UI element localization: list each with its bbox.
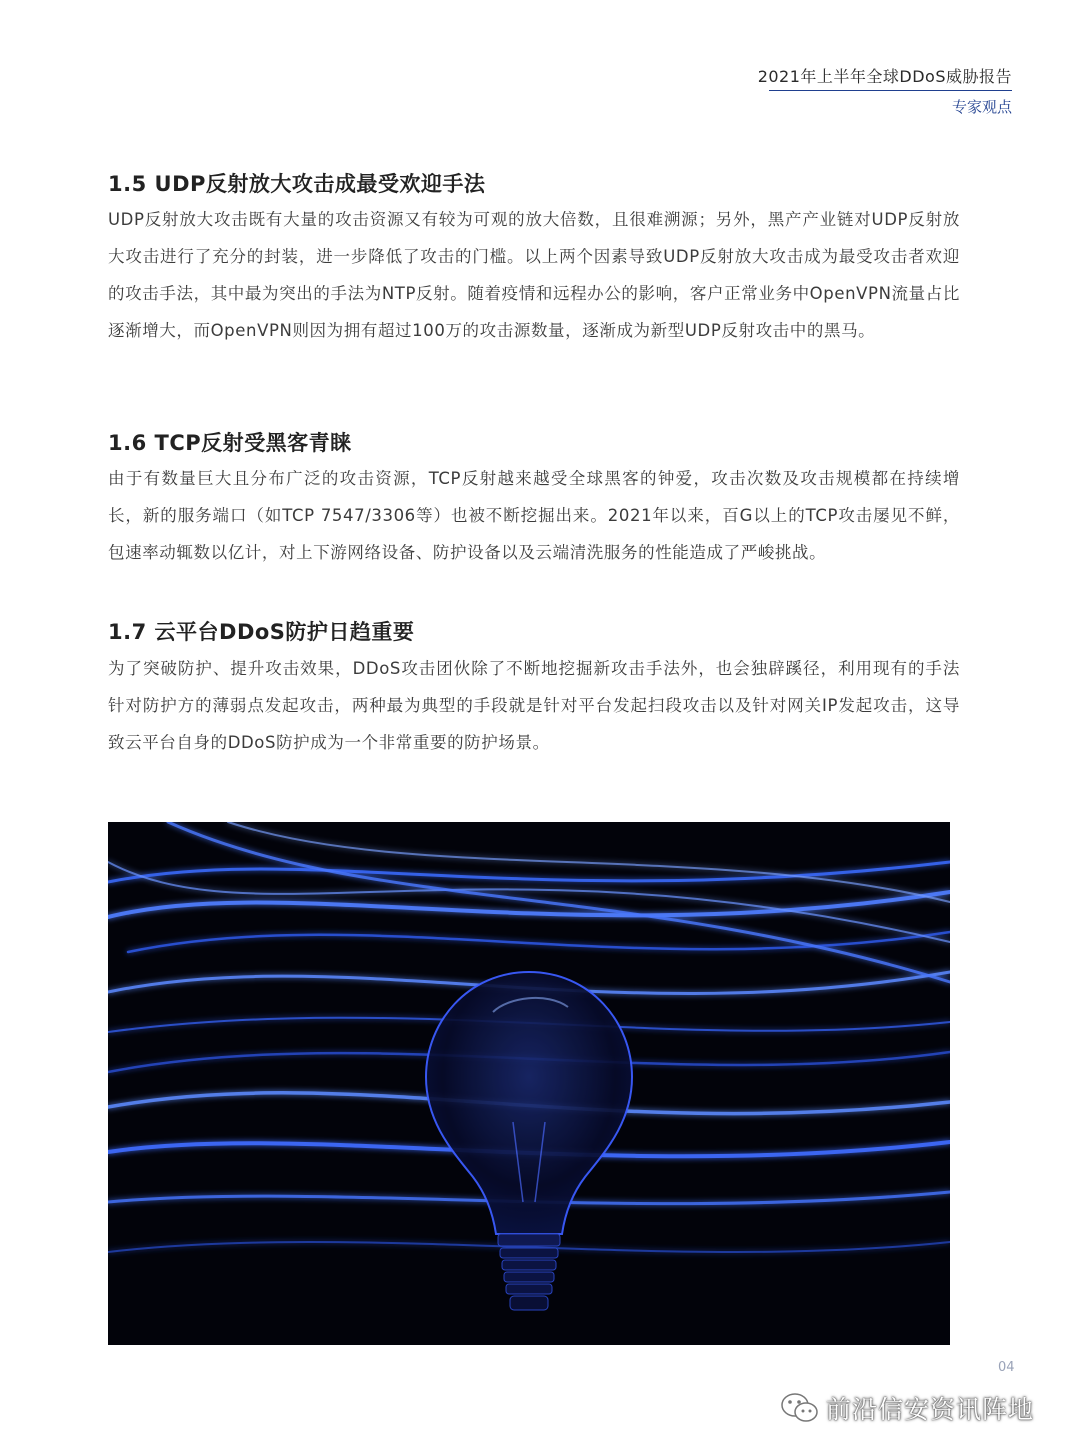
section-heading-1-6: 1.6 TCP反射受黑客青睐 [108, 431, 352, 455]
section-heading-1-7: 1.7 云平台DDoS防护日趋重要 [108, 620, 415, 644]
header-divider [769, 90, 1012, 91]
section-body-1-7: 为了突破防护、提升攻击效果，DDoS攻击团伙除了不断地挖掘新攻击手法外，也会独辟蹊径，利用现有的手法针对防护方的薄弱点发起攻击，两种最为典型的手段就是针对平台发起扫段攻击以及针对网关IP发起攻击，这导致云平台自身的DDoS防护成为一个非常重要的防护场景。 [108, 659, 960, 752]
page-number: 04 [998, 1360, 1015, 1375]
section-body-1-5: UDP反射放大攻击既有大量的攻击资源又有较为可观的放大倍数，且很难溯源；另外，黑产产业链对UDP反射放大攻击进行了充分的封装，进一步降低了攻击的门槛。以上两个因素导致UDP反射放大攻击成为最受攻击者欢迎的攻击手法，其中最为突出的手法为NTP反射。随着疫情和远程办公的影响，客户正常业务中OpenVPN流量占比逐渐增大，而OpenVPN则因为拥有超过100万的攻击源数量，逐渐成为新型UDP反射攻击中的黑马。 [108, 210, 960, 340]
wechat-icon [780, 1391, 820, 1425]
photo-illustration [108, 822, 950, 1345]
report-section-label: 专家观点 [951, 98, 1012, 116]
wechat-watermark [780, 1388, 1034, 1428]
report-title: 2021年上半年全球DDoS威胁报告 [757, 67, 1012, 86]
watermark-text: 前沿信安资讯阵地 [826, 1395, 1035, 1424]
section-body-1-6: 由于有数量巨大且分布广泛的攻击资源，TCP反射越来越受全球黑客的钟爱，攻击次数及攻击规模都在持续增长，新的服务端口（如TCP 7547/3306等）也被不断挖掘出来。2021年以来，百G以上的TCP攻击屡见不鲜，包速率动辄数以亿计，对上下游网络设备、防护设备以及云端清洗服务的性能造成了严峻挑战。 [108, 469, 960, 562]
lightbulb-light-trails-photo [108, 822, 950, 1345]
section-heading-1-5: 1.5 UDP反射放大攻击成最受欢迎手法 [108, 172, 486, 196]
